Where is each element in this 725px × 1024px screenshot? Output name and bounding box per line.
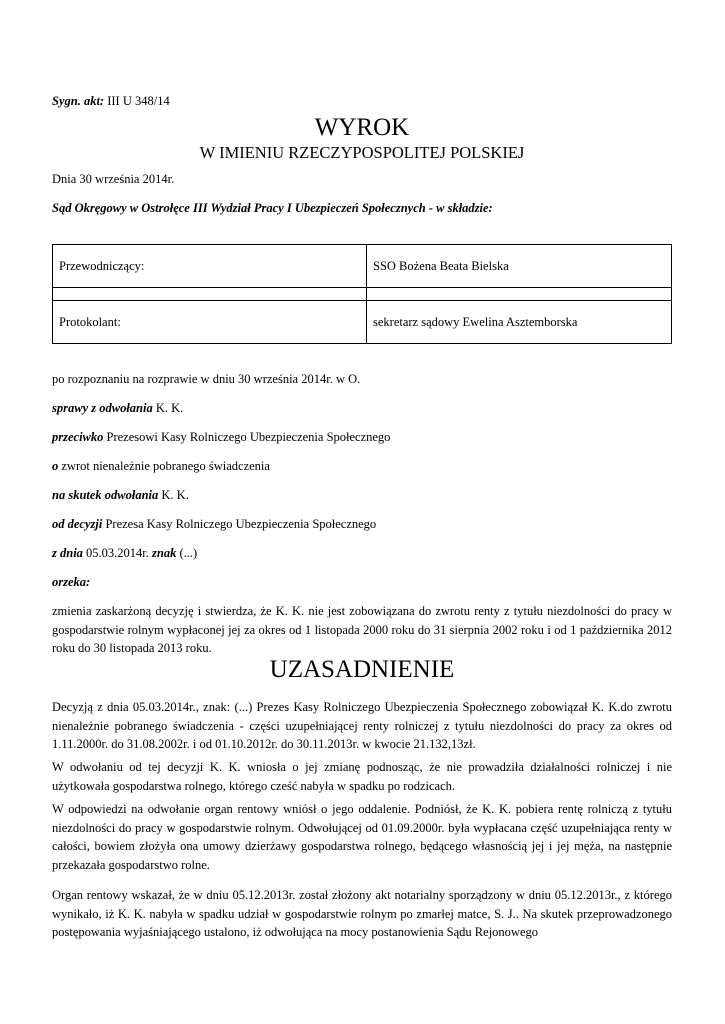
empty-cell xyxy=(367,288,672,301)
decision-date-label: z dnia xyxy=(52,546,83,560)
against-value: Prezesowi Kasy Rolniczego Ubezpieczenia Społecznego xyxy=(103,430,391,444)
clerk-value: sekretarz sądowy Ewelina Asztemborska xyxy=(367,301,672,344)
case-signature xyxy=(52,94,170,109)
decision-date-line xyxy=(52,544,672,562)
case-signature-label: Sygn. akt: xyxy=(52,94,105,108)
table-row xyxy=(53,245,672,288)
result-value: K. K. xyxy=(158,488,189,502)
justification-paragraph-1: Decyzją z dnia 05.03.2014r., znak: (...) Prezes Kasy Rolniczego Ubezpieczenia Społecznego zobowiązał K. K.do zwrotu nienależnie pobranego świadczenia - części uzupełniającej renty rolniczej z tytułu niezdolności do pracy za okres od 1.11.2000r. do 31.08.2002r. i od 01.10.2012r. do 30.11.2013r. w kwocie 21.132,13zł. xyxy=(52,700,672,751)
appeal-value: K. K. xyxy=(152,401,184,415)
rules-label: orzeka: xyxy=(52,575,91,589)
against-line xyxy=(52,428,672,446)
decision-date-value: 05.03.2014r. xyxy=(82,546,153,560)
empty-cell xyxy=(53,288,367,301)
judgment-date: Dnia 30 września 2014r. xyxy=(52,172,175,186)
against-label: przeciwko xyxy=(52,430,104,444)
subject-line xyxy=(52,457,672,475)
ruling-paragraph: zmienia zaskarżoną decyzję i stwierdza, że K. K. nie jest zobowiązana do zwrotu renty z tytułu niezdolności do pracy w gospodarstwie rolnym wypłaconej jej za okres od 1 listopada 2000 roku do 31 sierpnia 2002 roku i od 1 października 2012 roku do 30 listopada 2013 roku. xyxy=(52,604,672,655)
table-row xyxy=(53,288,672,301)
decision-line xyxy=(52,515,672,533)
justification-paragraph-4: Organ rentowy wskazał, że w dniu 05.12.2013r. został złożony akt notarialny sporządzony w dniu 05.12.2013r., z którego wynikało, iż K. K. nabyła w spadku udział w gospodarstwie rolnym po zmarłej matce, S. J.. Na skutek przeprowadzonego postępowania wyjaśniającego ustalono, iż odwołująca na mocy postanowienia Sądu Rejonowego xyxy=(52,888,672,939)
result-label: na skutek odwołania xyxy=(52,488,159,502)
decision-label: od decyzji xyxy=(52,517,103,531)
judgment-subtitle: W IMIENIU RZECZYPOSPOLITEJ POLSKIEJ xyxy=(199,143,525,162)
judgment-title: WYROK xyxy=(314,114,410,141)
chair-value: SSO Bożena Beata Bielska xyxy=(367,245,672,288)
chair-label: Przewodniczący: xyxy=(53,245,367,288)
subject-label: o xyxy=(52,459,59,473)
result-line xyxy=(52,486,672,504)
decision-sign-value: (...) xyxy=(176,546,198,560)
appeal-label: sprawy z odwołania xyxy=(52,401,153,415)
court-composition-heading: Sąd Okręgowy w Ostrołęce III Wydział Pracy I Ubezpieczeń Społecznych - w składzie: xyxy=(52,201,493,215)
decision-sign-label: znak xyxy=(152,546,177,560)
decision-value: Prezesa Kasy Rolniczego Ubezpieczenia Społecznego xyxy=(102,517,377,531)
justification-paragraph-2: W odwołaniu od tej decyzji K. K. wniosła o jej zmianę podnosząc, że nie prowadziła działalności rolniczej i nie użytkowała gospodarstwa rolnego, którego cześć nabyła w spadku po rodzicach. xyxy=(52,760,672,793)
table-row xyxy=(53,301,672,344)
appeal-line xyxy=(52,399,672,417)
justification-title: UZASADNIENIE xyxy=(269,656,455,683)
subject-value: zwrot nienależnie pobranego świadczenia xyxy=(58,459,270,473)
justification-paragraph-3: W odpowiedzi na odwołanie organ rentowy wniósł o jego oddalenie. Podniósł, że K. K. pobiera rentę rolniczą z tytułu niezdolności do pracy w gospodarstwie rolnym. Odwołującej od 01.09.2000r. była wypłacana część uzupełniająca renty w całości, bowiem złożyła ona umowy dzierżawy gospodarstwa rolnego, będącego własnością jej i jej męża, na następnie przekazała gospodarstwo rolne. xyxy=(52,802,672,872)
hearing-line: po rozpoznaniu na rozprawie w dniu 30 września 2014r. w O. xyxy=(52,372,361,386)
composition-table xyxy=(52,244,672,344)
case-signature-value: III U 348/14 xyxy=(107,94,170,108)
clerk-label: Protokolant: xyxy=(53,301,367,344)
